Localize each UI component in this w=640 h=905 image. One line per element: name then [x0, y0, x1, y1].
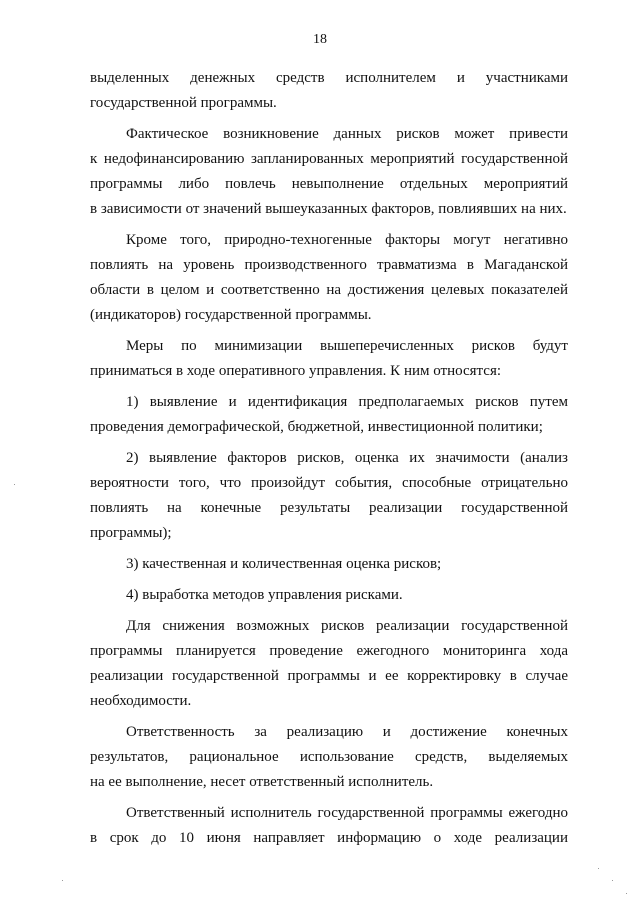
- text-line: повлиять на конечные результаты реализации государственной: [90, 500, 568, 516]
- paragraph: [90, 334, 568, 384]
- text-line: Для снижения возможных рисков реализации государственной: [126, 618, 568, 634]
- text-line: программы);: [90, 525, 172, 541]
- text-line: результатов, рациональное использование средств, выделяемых: [90, 749, 568, 765]
- paragraph: [90, 390, 568, 440]
- text-line: государственной программы.: [90, 95, 277, 111]
- text-line: 2) выявление факторов рисков, оценка их значимости (анализ: [126, 450, 568, 466]
- body-text: [90, 66, 568, 851]
- paragraph: [90, 583, 568, 608]
- page-number: 18: [313, 32, 327, 47]
- paragraph: [90, 228, 568, 328]
- text-line: приниматься в ходе оперативного управления. К ним относятся:: [90, 363, 502, 379]
- text-line: 3) качественная и количественная оценка рисков;: [126, 556, 442, 572]
- text-line: Ответственный исполнитель государственной программы ежегодно: [126, 805, 568, 821]
- text-line: области в целом и соответственно на достижения целевых показателей: [90, 282, 568, 298]
- text-line: 1) выявление и идентификация предполагаемых рисков путем: [126, 394, 568, 410]
- text-line: повлиять на уровень производственного травматизма в Магаданской: [90, 257, 568, 273]
- text-line: в зависимости от значений вышеуказанных факторов, повлиявших на них.: [90, 201, 567, 217]
- text-line: Фактическое возникновение данных рисков может привести: [126, 126, 568, 142]
- paragraph: [90, 66, 568, 116]
- paragraph: [90, 614, 568, 714]
- text-line: выделенных денежных средств исполнителем и участниками: [90, 70, 568, 86]
- text-line: вероятности того, что произойдут события, способные отрицательно: [90, 475, 568, 491]
- text-line: Кроме того, природно-техногенные факторы могут негативно: [126, 232, 568, 248]
- scan-speck: [626, 893, 627, 894]
- paragraph: [90, 801, 568, 851]
- paragraph: [90, 720, 568, 795]
- text-line: необходимости.: [90, 693, 192, 709]
- text-line: Ответственность за реализацию и достижение конечных: [126, 724, 568, 740]
- text-line: Меры по минимизации вышеперечисленных рисков будут: [126, 338, 568, 354]
- text-line: к недофинансированию запланированных мероприятий государственной: [90, 151, 568, 167]
- text-line: в срок до 10 июня направляет информацию о ходе реализации: [90, 830, 568, 846]
- scan-speck: [612, 880, 613, 881]
- scan-speck: [62, 880, 63, 881]
- paragraph: [90, 122, 568, 222]
- text-line: на ее выполнение, несет ответственный исполнитель.: [90, 774, 434, 790]
- paragraph: [90, 446, 568, 546]
- text-line: реализации государственной программы и ее корректировку в случае: [90, 668, 568, 684]
- text-line: проведения демографической, бюджетной, инвестиционной политики;: [90, 419, 543, 435]
- text-line: 4) выработка методов управления рисками.: [126, 587, 403, 603]
- paragraph: [90, 552, 568, 577]
- text-line: программы планируется проведение ежегодного мониторинга хода: [90, 643, 568, 659]
- scan-speck: [598, 868, 599, 869]
- text-line: программы либо повлечь невыполнение отдельных мероприятий: [90, 176, 568, 192]
- text-line: (индикаторов) государственной программы.: [90, 307, 372, 323]
- scan-speck: [14, 484, 15, 485]
